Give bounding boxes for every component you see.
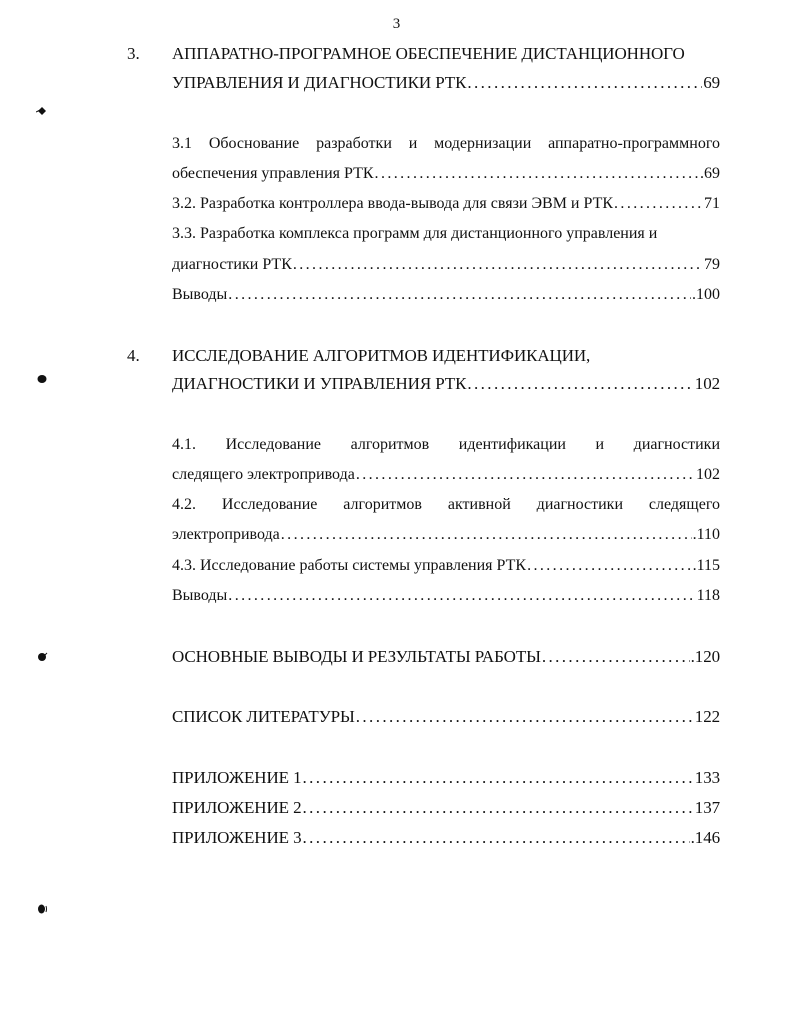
entry-4-conclusions-page: 118 — [696, 587, 720, 604]
main-conclusions-page: .120 — [690, 647, 720, 666]
dot-leader — [542, 646, 690, 668]
entry-3-conclusions-page: .100 — [692, 286, 720, 303]
appendix-3-text: ПРИЛОЖЕНИЕ 3 — [172, 828, 302, 847]
references-text: СПИСОК ЛИТЕРАТУРЫ — [172, 707, 355, 726]
appendix-2-entry — [172, 797, 720, 819]
section-4-page: 102 — [694, 374, 720, 393]
dot-leader — [527, 555, 692, 577]
entry-3-3-line1: 3.3. Разработка комплекса программ для дистанционного управления и — [172, 225, 658, 242]
entry-4-1-page: 102 — [696, 466, 720, 483]
dot-leader — [303, 797, 694, 819]
dot-leader — [356, 706, 694, 728]
appendix-1-entry — [172, 767, 720, 789]
section-3-title-line2 — [172, 72, 720, 94]
section-4-title-text: ДИАГНОСТИКИ И УПРАВЛЕНИЯ РТК — [172, 374, 467, 393]
entry-3-conclusions — [172, 284, 720, 306]
appendix-3-entry — [172, 827, 720, 849]
section-4-title-line2 — [172, 373, 720, 395]
entry-3-1-text: обеспечения управления РТК — [172, 165, 374, 182]
entry-3-3-text: диагностики РТК — [172, 256, 292, 273]
entry-3-2-page: 71 — [704, 195, 720, 212]
entry-3-1-page: .69 — [700, 165, 720, 182]
entry-3-3-page: 79 — [704, 256, 720, 273]
entry-4-1-line1: 4.1. Исследование алгоритмов идентификации и диагностики — [172, 436, 720, 453]
entry-4-1-text: следящего электропривода — [172, 466, 355, 483]
appendix-3-page: .146 — [690, 828, 720, 847]
dot-leader — [375, 163, 699, 185]
entry-4-1-line2 — [172, 464, 720, 486]
entry-4-2-line1: 4.2. Исследование алгоритмов активной диагностики следящего — [172, 496, 720, 513]
entry-4-2-line2 — [172, 524, 720, 546]
dot-leader — [303, 827, 690, 849]
appendix-1-page: 133 — [694, 768, 720, 787]
entry-4-2-text: электропривода — [172, 526, 280, 543]
section-3-page: 69 — [703, 73, 720, 92]
punch-hole-mark — [36, 105, 48, 117]
entry-4-2-page: .110 — [692, 526, 720, 543]
section-3-title-line1: АППАРАТНО-ПРОГРАМНОЕ ОБЕСПЕЧЕНИЕ ДИСТАНЦИОННОГО — [172, 44, 685, 63]
dot-leader — [467, 72, 702, 94]
punch-hole-mark — [36, 373, 48, 385]
dot-leader — [281, 524, 692, 546]
section-4-number: 4. — [127, 346, 140, 365]
entry-4-3 — [172, 555, 720, 577]
dot-leader — [467, 373, 693, 395]
entry-4-conclusions-text: Выводы — [172, 587, 228, 604]
entry-3-1-line1: 3.1 Обоснование разработки и модернизации аппаратно-программного — [172, 135, 720, 152]
dot-leader — [356, 464, 695, 486]
main-conclusions-entry — [172, 646, 720, 668]
section-4-title-line1: ИССЛЕДОВАНИЕ АЛГОРИТМОВ ИДЕНТИФИКАЦИИ, — [172, 346, 591, 365]
entry-4-3-page: .115 — [692, 557, 720, 574]
entry-4-3-text: 4.3. Исследование работы системы управления РТК — [172, 557, 527, 574]
section-3-title-text: УПРАВЛЕНИЯ И ДИАГНОСТИКИ РТК — [172, 73, 467, 92]
main-conclusions-text: ОСНОВНЫЕ ВЫВОДЫ И РЕЗУЛЬТАТЫ РАБОТЫ — [172, 647, 541, 666]
dot-leader — [228, 585, 695, 607]
appendix-1-text: ПРИЛОЖЕНИЕ 1 — [172, 768, 302, 787]
entry-3-1-line2 — [172, 163, 720, 185]
appendix-2-text: ПРИЛОЖЕНИЕ 2 — [172, 798, 302, 817]
entry-4-conclusions — [172, 585, 720, 607]
appendix-2-page: 137 — [694, 798, 720, 817]
entry-3-2 — [172, 193, 720, 215]
section-3-number: 3. — [127, 44, 140, 63]
punch-hole-mark — [36, 651, 48, 663]
references-page: 122 — [694, 707, 720, 726]
page-number: 3 — [392, 16, 401, 32]
dot-leader — [303, 767, 694, 789]
entry-3-3-line2 — [172, 254, 720, 276]
punch-hole-mark — [36, 903, 48, 915]
entry-3-2-text: 3.2. Разработка контроллера ввода-вывода для связи ЭВМ и РТК — [172, 195, 614, 212]
entry-3-conclusions-text: Выводы — [172, 286, 228, 303]
dot-leader — [228, 284, 691, 306]
dot-leader — [614, 193, 703, 215]
dot-leader — [293, 254, 703, 276]
references-entry — [172, 706, 720, 728]
